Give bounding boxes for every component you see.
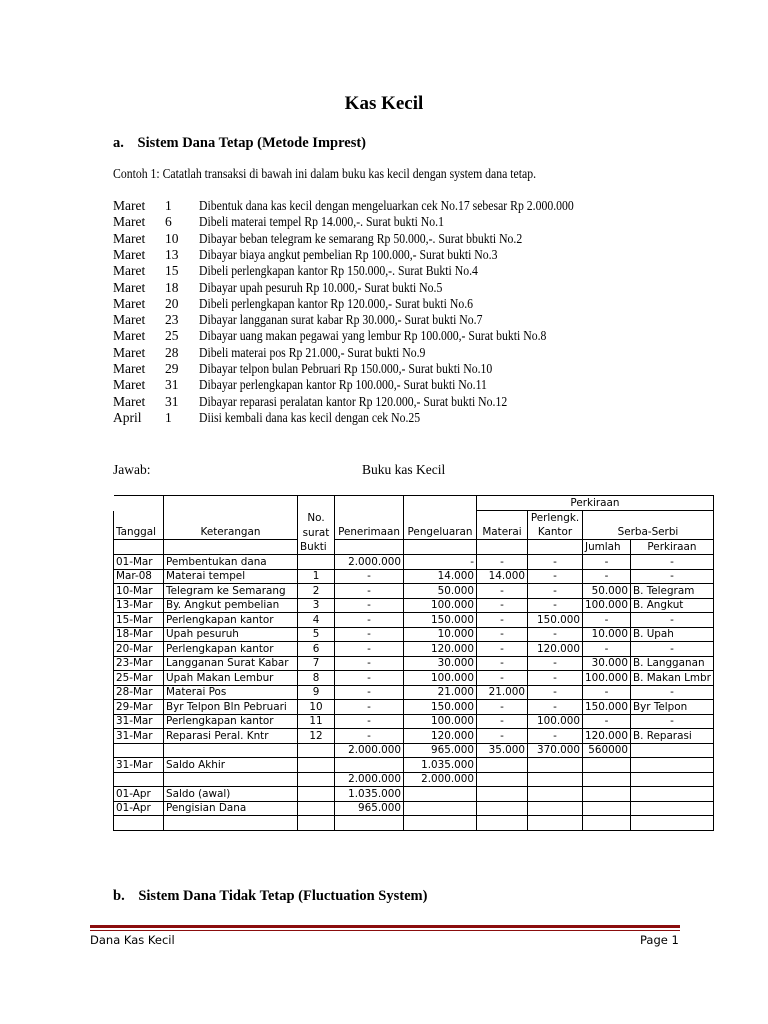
row-jumlah: 10.000 <box>583 627 631 642</box>
row-pengeluaran: 120.000 <box>404 729 477 744</box>
row-materai: - <box>477 656 528 671</box>
row-pengeluaran: 150.000 <box>404 613 477 628</box>
total-materai: 35.000 <box>477 743 528 758</box>
grand-totals-row <box>114 772 714 787</box>
table-row <box>114 714 714 729</box>
row-materai: - <box>477 598 528 613</box>
header-row-2 <box>114 511 714 526</box>
transaction-month: Maret <box>113 198 146 213</box>
row-date: 29-Mar <box>114 700 164 715</box>
row-perkiraan: B. Makan Lmbr <box>630 671 713 686</box>
row-proof-number: 6 <box>298 642 335 657</box>
row-perlengkapan: - <box>528 729 583 744</box>
row-pengeluaran: 100.000 <box>404 671 477 686</box>
row-proof-number <box>298 555 335 570</box>
row-perkiraan: - <box>630 555 713 570</box>
transaction-month: Maret <box>113 214 146 230</box>
row-date: 18-Mar <box>114 627 164 642</box>
row-date: 15-Mar <box>114 613 164 628</box>
row-date: 23-Mar <box>114 656 164 671</box>
header-row-4 <box>114 540 714 555</box>
row-description: Materai tempel <box>164 569 298 584</box>
row-perlengkapan: - <box>528 627 583 642</box>
transaction-text: Dibentuk dana kas kecil dengan mengeluarkan cek No.17 sebesar Rp 2.000.000 <box>199 198 574 213</box>
row-pengeluaran: 14.000 <box>404 569 477 584</box>
row-jumlah: - <box>583 555 631 570</box>
row-penerimaan: - <box>335 627 404 642</box>
transaction-day: 18 <box>165 279 179 295</box>
transaction-month: Maret <box>113 246 146 262</box>
row-pengeluaran: 50.000 <box>404 584 477 599</box>
row-jumlah: - <box>583 642 631 657</box>
footer-left: Dana Kas Kecil <box>90 933 175 947</box>
section-a-title: Sistem Dana Tetap (Metode Imprest) <box>137 135 366 151</box>
row-jumlah: 120.000 <box>583 729 631 744</box>
book-title: Buku kas Kecil <box>362 462 446 477</box>
row-proof-number: 11 <box>298 714 335 729</box>
row-proof-number: 1 <box>298 569 335 584</box>
materai-header: Materai <box>477 525 528 540</box>
table-row <box>114 656 714 671</box>
header-row-1 <box>114 496 714 511</box>
perlengk-header-2: Kantor <box>528 525 583 540</box>
table-row <box>114 671 714 686</box>
row-jumlah: - <box>583 613 631 628</box>
empty-row <box>114 816 714 831</box>
transaction-day: 15 <box>165 263 179 279</box>
transaction-text: Dibeli materai pos Rp 21.000,- Surat bukti No.9 <box>199 344 426 360</box>
row-penerimaan: - <box>335 700 404 715</box>
row-materai: 21.000 <box>477 685 528 700</box>
no-surat-header-2: surat <box>298 525 335 540</box>
row-penerimaan: 2.000.000 <box>335 555 404 570</box>
grand-total-penerimaan: 2.000.000 <box>335 772 404 787</box>
table-row <box>114 569 714 584</box>
row-perkiraan: - <box>630 685 713 700</box>
row-perkiraan: B. Reparasi <box>630 729 713 744</box>
row-penerimaan: - <box>335 685 404 700</box>
transaction-day: 29 <box>165 361 179 376</box>
table-row <box>114 627 714 642</box>
row-materai: 14.000 <box>477 569 528 584</box>
row-proof-number: 2 <box>298 584 335 599</box>
row-materai: - <box>477 700 528 715</box>
transaction-day: 31 <box>165 377 179 393</box>
row-pengeluaran: 150.000 <box>404 700 477 715</box>
transaction-text: Dibeli perlengkapan kantor Rp 120.000,- Surat bukti No.6 <box>199 295 474 311</box>
row-description: Langganan Surat Kabar <box>164 656 298 671</box>
transaction-text: Dibayar telpon bulan Pebruari Rp 150.000,- Surat bukti No.10 <box>199 361 493 376</box>
saldo-awal-row <box>114 787 714 802</box>
row-perlengkapan: - <box>528 555 583 570</box>
pengisian-label: Pengisian Dana <box>164 801 298 816</box>
row-date: 01-Mar <box>114 555 164 570</box>
row-perlengkapan: - <box>528 671 583 686</box>
pengeluaran-header: Pengeluaran <box>404 525 477 540</box>
row-perlengkapan: 150.000 <box>528 613 583 628</box>
row-perlengkapan: 100.000 <box>528 714 583 729</box>
row-jumlah: 100.000 <box>583 671 631 686</box>
total-pengeluaran: 965.000 <box>404 743 477 758</box>
row-proof-number: 5 <box>298 627 335 642</box>
keterangan-header: Keterangan <box>164 525 298 540</box>
row-materai: - <box>477 714 528 729</box>
row-description: Reparasi Peral. Kntr <box>164 729 298 744</box>
row-jumlah: 50.000 <box>583 584 631 599</box>
saldo-akhir-row <box>114 758 714 773</box>
total-perlengkapan: 370.000 <box>528 743 583 758</box>
transaction-month: Maret <box>113 295 146 311</box>
row-proof-number: 4 <box>298 613 335 628</box>
row-description: Upah Makan Lembur <box>164 671 298 686</box>
row-description: By. Angkut pembelian <box>164 598 298 613</box>
penerimaan-header: Penerimaan <box>335 525 404 540</box>
transaction-month: Maret <box>113 377 146 393</box>
row-description: Upah pesuruh <box>164 627 298 642</box>
section-b-letter: b. <box>113 888 125 904</box>
row-pengeluaran: 100.000 <box>404 714 477 729</box>
row-perkiraan: B. Angkut <box>630 598 713 613</box>
row-perlengkapan: 120.000 <box>528 642 583 657</box>
transaction-text: Dibeli materai tempel Rp 14.000,-. Surat bukti No.1 <box>199 214 444 230</box>
transaction-month: Maret <box>113 361 146 376</box>
saldo-akhir-date: 31-Mar <box>114 758 164 773</box>
saldo-akhir-label: Saldo Akhir <box>164 758 298 773</box>
row-jumlah: 30.000 <box>583 656 631 671</box>
transaction-day: 13 <box>165 246 179 262</box>
table-row <box>114 685 714 700</box>
row-perlengkapan: - <box>528 569 583 584</box>
pengisian-row <box>114 801 714 816</box>
row-date: 13-Mar <box>114 598 164 613</box>
transaction-text: Dibeli perlengkapan kantor Rp 150.000,-. Surat Bukti No.4 <box>199 263 478 279</box>
saldo-awal-date: 01-Apr <box>114 787 164 802</box>
row-materai: - <box>477 555 528 570</box>
row-materai: - <box>477 642 528 657</box>
row-date: 10-Mar <box>114 584 164 599</box>
row-proof-number: 3 <box>298 598 335 613</box>
no-surat-header-3: Bukti <box>298 540 335 555</box>
row-pengeluaran: 30.000 <box>404 656 477 671</box>
row-perlengkapan: - <box>528 584 583 599</box>
serba-serbi-header: Serba-Serbi <box>583 525 714 540</box>
section-a-letter: a. <box>113 135 124 151</box>
row-materai: - <box>477 671 528 686</box>
row-description: Telegram ke Semarang <box>164 584 298 599</box>
transaction-text: Dibayar reparasi peralatan kantor Rp 120.000,- Surat bukti No.12 <box>199 393 508 409</box>
page-title: Kas Kecil <box>344 93 424 114</box>
transaction-text: Diisi kembali dana kas kecil dengan cek No.25 <box>199 409 421 425</box>
row-pengeluaran: - <box>404 555 477 570</box>
row-date: 20-Mar <box>114 642 164 657</box>
row-jumlah: 150.000 <box>583 700 631 715</box>
row-penerimaan: - <box>335 729 404 744</box>
total-penerimaan: 2.000.000 <box>335 743 404 758</box>
row-proof-number: 8 <box>298 671 335 686</box>
saldo-awal-value: 1.035.000 <box>335 787 404 802</box>
row-perkiraan: Byr Telpon <box>630 700 713 715</box>
perkiraan-header: Perkiraan <box>477 496 714 511</box>
saldo-akhir-value: 1.035.000 <box>404 758 477 773</box>
transaction-month: Maret <box>113 279 146 295</box>
transaction-month: Maret <box>113 344 146 360</box>
row-penerimaan: - <box>335 714 404 729</box>
row-perkiraan: - <box>630 714 713 729</box>
row-date: 28-Mar <box>114 685 164 700</box>
row-penerimaan: - <box>335 598 404 613</box>
section-b-title: Sistem Dana Tidak Tetap (Fluctuation System) <box>138 888 428 904</box>
row-description: Perlengkapan kantor <box>164 714 298 729</box>
totals-row <box>114 743 714 758</box>
row-jumlah: 100.000 <box>583 598 631 613</box>
transaction-text: Dibayar upah pesuruh Rp 10.000,- Surat bukti No.5 <box>199 279 443 295</box>
transaction-month: Maret <box>113 393 146 409</box>
row-description: Pembentukan dana <box>164 555 298 570</box>
saldo-awal-label: Saldo (awal) <box>164 787 298 802</box>
transaction-text: Dibayar biaya angkut pembelian Rp 100.000,- Surat bukti No.3 <box>199 246 498 262</box>
row-pengeluaran: 21.000 <box>404 685 477 700</box>
jawab-label: Jawab: <box>113 462 151 477</box>
row-date: 31-Mar <box>114 729 164 744</box>
table-row <box>114 555 714 570</box>
transaction-day: 20 <box>165 295 179 311</box>
row-description: Byr Telpon Bln Pebruari <box>164 700 298 715</box>
row-materai: - <box>477 584 528 599</box>
row-proof-number: 9 <box>298 685 335 700</box>
table-row <box>114 584 714 599</box>
row-jumlah: - <box>583 714 631 729</box>
row-description: Materai Pos <box>164 685 298 700</box>
petty-cash-table <box>113 495 714 831</box>
row-materai: - <box>477 627 528 642</box>
row-jumlah: - <box>583 685 631 700</box>
transaction-day: 31 <box>165 393 179 409</box>
row-perkiraan: B. Telegram <box>630 584 713 599</box>
jumlah-header: Jumlah <box>583 540 631 555</box>
transaction-day: 1 <box>165 409 172 425</box>
total-jumlah: 560000 <box>583 743 631 758</box>
row-perkiraan: - <box>630 569 713 584</box>
perkiraan-sub-header: Perkiraan <box>630 540 713 555</box>
row-description: Perlengkapan kantor <box>164 613 298 628</box>
transaction-month: Maret <box>113 328 146 344</box>
row-pengeluaran: 10.000 <box>404 627 477 642</box>
grand-total-pengeluaran: 2.000.000 <box>404 772 477 787</box>
transaction-day: 10 <box>165 230 179 246</box>
row-perlengkapan: - <box>528 598 583 613</box>
footer-page-number: Page 1 <box>640 933 679 947</box>
transaction-text: Dibayar uang makan pegawai yang lembur Rp 100.000,- Surat bukti No.8 <box>199 328 547 344</box>
row-penerimaan: - <box>335 671 404 686</box>
row-proof-number: 7 <box>298 656 335 671</box>
section-a-heading <box>113 135 366 152</box>
table-row <box>114 613 714 628</box>
row-perlengkapan: - <box>528 700 583 715</box>
row-proof-number: 10 <box>298 700 335 715</box>
pengisian-value: 965.000 <box>335 801 404 816</box>
no-surat-header-1: No. <box>298 511 335 526</box>
row-description: Perlengkapan kantor <box>164 642 298 657</box>
row-penerimaan: - <box>335 613 404 628</box>
row-perkiraan: B. Upah <box>630 627 713 642</box>
table-row <box>114 729 714 744</box>
transaction-month: Maret <box>113 263 146 279</box>
footer-rule-thin <box>90 930 680 931</box>
row-perlengkapan: - <box>528 685 583 700</box>
transaction-month: April <box>113 409 142 425</box>
row-perkiraan: - <box>630 642 713 657</box>
row-penerimaan: - <box>335 656 404 671</box>
table-row <box>114 642 714 657</box>
transaction-text: Dibayar beban telegram ke semarang Rp 50.000,-. Surat bbukti No.2 <box>199 230 523 246</box>
table-row <box>114 700 714 715</box>
pengisian-date: 01-Apr <box>114 801 164 816</box>
transaction-text: Dibayar langganan surat kabar Rp 30.000,- Surat bukti No.7 <box>199 312 483 328</box>
row-perkiraan: B. Langganan <box>630 656 713 671</box>
tanggal-header: Tanggal <box>114 525 164 540</box>
row-pengeluaran: 120.000 <box>404 642 477 657</box>
transaction-day: 23 <box>165 312 179 328</box>
table-row <box>114 598 714 613</box>
row-pengeluaran: 100.000 <box>404 598 477 613</box>
transaction-month: Maret <box>113 312 146 328</box>
row-date: 25-Mar <box>114 671 164 686</box>
header-row-3 <box>114 525 714 540</box>
row-penerimaan: - <box>335 584 404 599</box>
row-penerimaan: - <box>335 642 404 657</box>
row-materai: - <box>477 613 528 628</box>
perlengk-header-1: Perlengk. <box>528 511 583 526</box>
row-perkiraan: - <box>630 613 713 628</box>
row-materai: - <box>477 729 528 744</box>
transaction-day: 25 <box>165 328 179 344</box>
transaction-month: Maret <box>113 230 146 246</box>
transaction-text: Dibayar perlengkapan kantor Rp 100.000,- Surat bukti No.11 <box>199 377 487 393</box>
row-penerimaan: - <box>335 569 404 584</box>
row-date: 31-Mar <box>114 714 164 729</box>
row-perlengkapan: - <box>528 656 583 671</box>
transaction-day: 28 <box>165 344 179 360</box>
row-date: Mar-08 <box>114 569 164 584</box>
footer-rule-thick <box>90 925 680 928</box>
section-b-heading <box>113 888 427 905</box>
transaction-day: 6 <box>165 214 172 230</box>
row-jumlah: - <box>583 569 631 584</box>
transaction-day: 1 <box>165 198 172 213</box>
example-intro: Contoh 1: Catatlah transaksi di bawah ini dalam buku kas kecil dengan system dana tetap. <box>113 166 537 181</box>
row-proof-number: 12 <box>298 729 335 744</box>
